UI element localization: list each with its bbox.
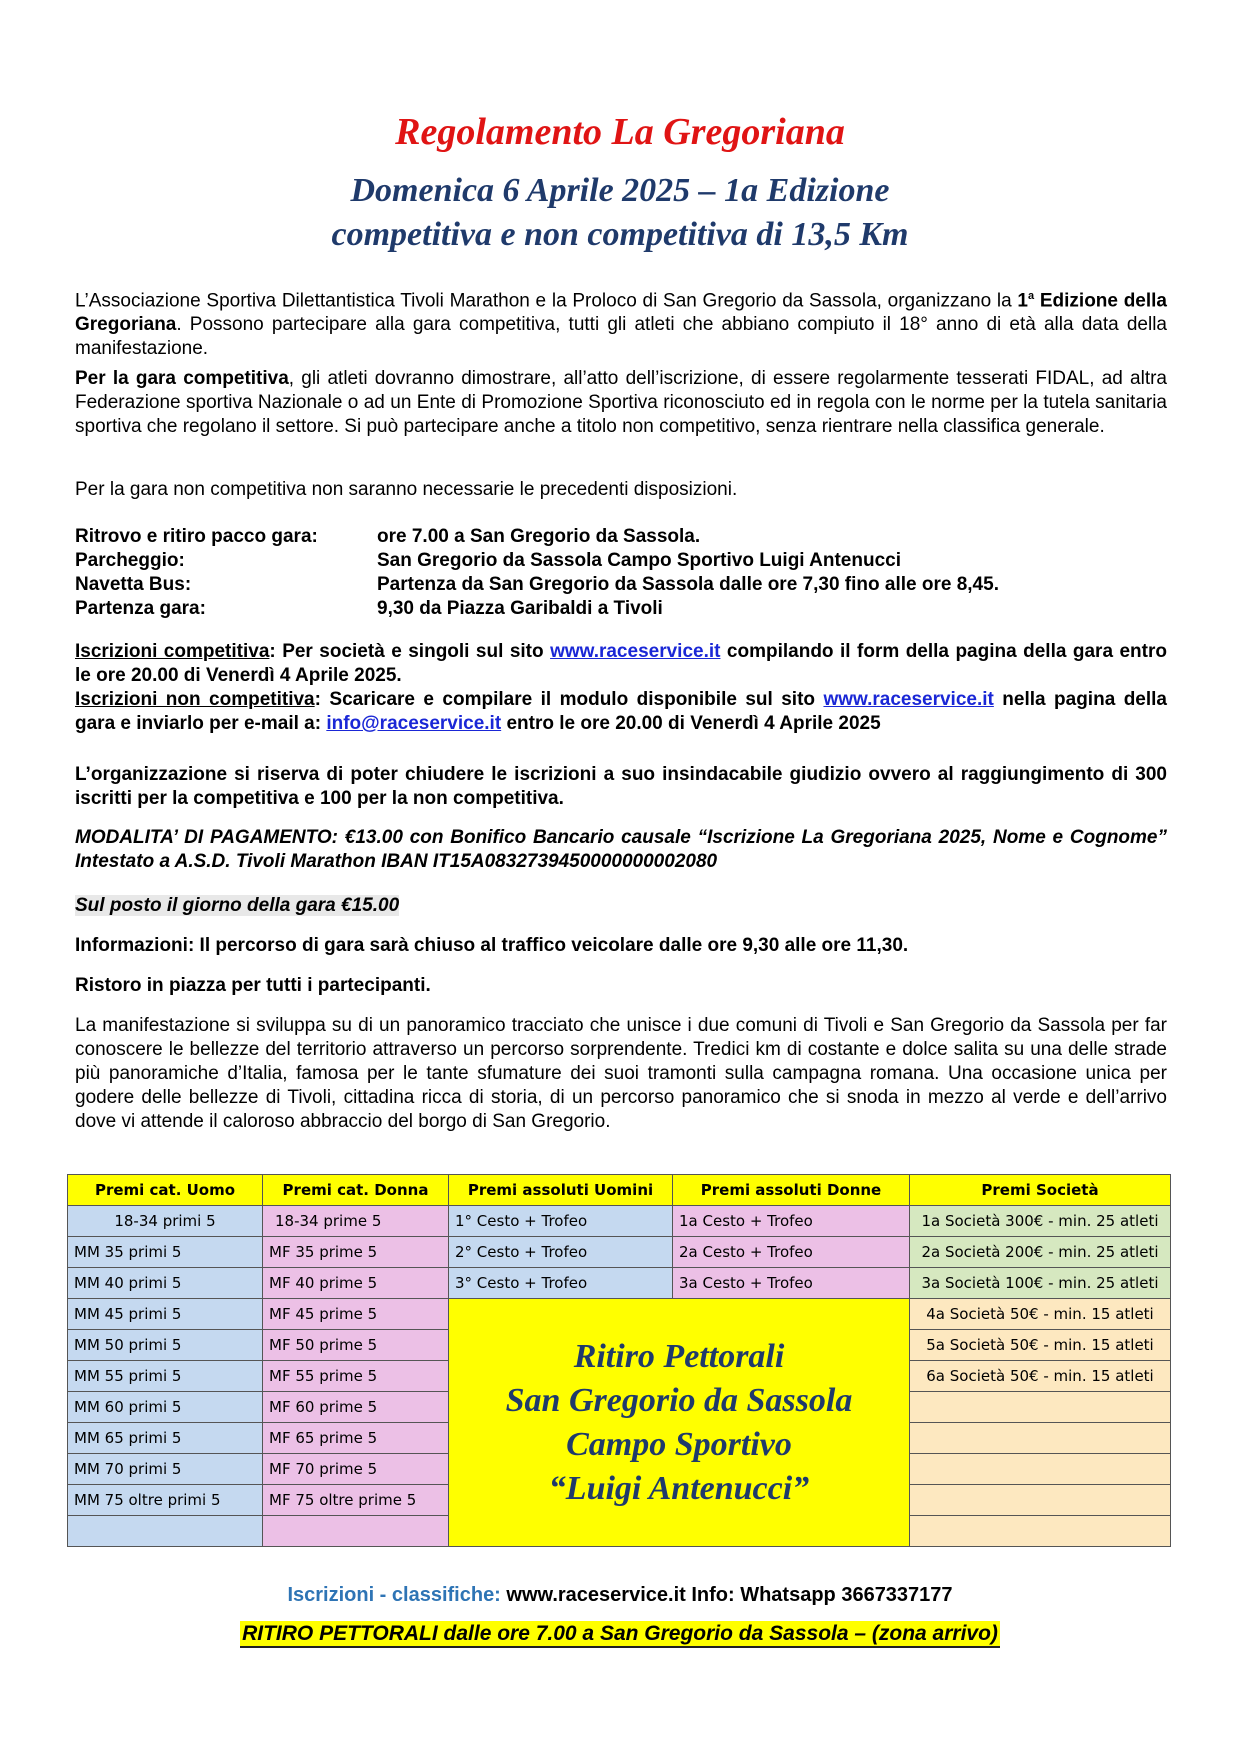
edition-number: 1 — [1017, 290, 1028, 312]
iscrizioni-competitiva-label: Iscrizioni competitiva — [75, 641, 270, 662]
sul-posto-text: Sul posto il giorno della gara €15.00 — [75, 895, 400, 916]
riserva-paragraph: L’organizzazione si riserva di poter chiudere le iscrizioni a suo insindacabile giudizio ovvero al raggiungimento di 300 iscritti per la competitiva e 100 per la non competitiva. — [75, 764, 1167, 809]
table-cell: 2a Società 200€ - min. 25 atleti — [910, 1237, 1171, 1268]
table-cell — [910, 1392, 1171, 1423]
intro-paragraph — [75, 284, 1167, 361]
table-cell: MM 45 primi 5 — [68, 1299, 263, 1330]
page-title: Regolamento La Gregoriana — [395, 111, 845, 153]
table-cell: MF 65 prime 5 — [263, 1423, 449, 1454]
table-row — [68, 1206, 1171, 1237]
ristoro-paragraph: Ristoro in piazza per tutti i partecipanti. — [75, 975, 431, 996]
table-header: Premi cat. Donna — [263, 1175, 449, 1206]
iscrizioni-text: : Per società e singoli sul sito — [269, 641, 551, 662]
table-cell — [910, 1454, 1171, 1485]
table-cell: 3° Cesto + Trofeo — [449, 1268, 673, 1299]
table-cell: MM 75 oltre primi 5 — [68, 1485, 263, 1516]
table-cell: 2° Cesto + Trofeo — [449, 1237, 673, 1268]
competitiva-label: Per la gara competitiva — [75, 368, 289, 389]
ritiro-line: Ritiro Pettorali — [573, 1337, 785, 1375]
table-cell — [910, 1516, 1171, 1547]
table-cell: MM 70 primi 5 — [68, 1454, 263, 1485]
pagamento-paragraph: MODALITA’ DI PAGAMENTO: €13.00 con Bonifico Bancario causale “Iscrizione La Gregoriana 2025, Nome e Cognome” Intestato a A.S.D. Tivoli Marathon IBAN IT15A0832739450000000002080 — [75, 827, 1167, 872]
table-cell: MF 50 prime 5 — [263, 1330, 449, 1361]
table-cell: MF 55 prime 5 — [263, 1361, 449, 1392]
table-row — [68, 1237, 1171, 1268]
footer-ritiro-text: RITIRO PETTORALI dalle ore 7.00 a San Gregorio da Sassola – (zona arrivo) — [240, 1621, 1000, 1648]
table-cell: MF 75 oltre prime 5 — [263, 1485, 449, 1516]
table-cell — [68, 1516, 263, 1547]
footer-value: www.raceservice.it Info: Whatsapp 3667337177 — [500, 1584, 953, 1606]
table-cell — [910, 1423, 1171, 1454]
table-cell: MF 45 prime 5 — [263, 1299, 449, 1330]
informazioni-paragraph: Informazioni: Il percorso di gara sarà chiuso al traffico veicolare dalle ore 9,30 alle ore 11,30. — [75, 935, 909, 956]
competitiva-text: , gli atleti dovranno dimostrare, all’atto dell’iscrizione, di essere regolarmente tesserati FIDAL, ad altra Federazione sportiva Nazionale o ad un Ente di Promozione Sportiva riconosciuto ed in regola con le norme per la tutela sanitaria sportiva che regolano il settore. Si può partecipare anche a titolo non competitivo, senza rientrare nella classifica generale. — [75, 368, 1167, 437]
info-label: Ritrovo e ritiro pacco gara: — [75, 526, 318, 547]
iscrizioni-text: nella pagina della gara e inviarlo per e-mail a: — [75, 689, 1167, 734]
table-header: Premi cat. Uomo — [68, 1175, 263, 1206]
table-cell: 5a Società 50€ - min. 15 atleti — [910, 1330, 1171, 1361]
table-cell: 6a Società 50€ - min. 15 atleti — [910, 1361, 1171, 1392]
iscrizioni-text: : Scaricare e compilare il modulo disponibile sul sito — [314, 689, 824, 710]
table-cell: 2a Cesto + Trofeo — [673, 1237, 910, 1268]
prize-table — [67, 1174, 1171, 1547]
info-label: Parcheggio: — [75, 550, 185, 571]
table-row — [68, 1299, 1171, 1330]
raceservice-link[interactable]: www.raceservice.it — [550, 641, 721, 662]
table-cell: 3a Società 100€ - min. 25 atleti — [910, 1268, 1171, 1299]
info-value: ore 7.00 a San Gregorio da Sassola. — [377, 526, 701, 547]
table-header-row — [68, 1175, 1171, 1206]
table-cell — [263, 1516, 449, 1547]
table-cell: MF 60 prime 5 — [263, 1392, 449, 1423]
table-cell: MM 55 primi 5 — [68, 1361, 263, 1392]
sul-posto — [75, 894, 1167, 918]
intro-text-2: . Possono partecipare alla gara competitiva, tutti gli atleti che abbiano compiuto il 18° anno di età alla data della manifestazione. — [75, 314, 1167, 360]
intro-text: L’Associazione Sportiva Dilettantistica Tivoli Marathon e la Proloco di San Gregorio da Sassola, organizzano la — [75, 290, 1018, 312]
email-link[interactable]: info@raceservice.it — [326, 713, 502, 734]
table-cell: MM 60 primi 5 — [68, 1392, 263, 1423]
table-cell: 3a Cesto + Trofeo — [673, 1268, 910, 1299]
table-cell: MM 40 primi 5 — [68, 1268, 263, 1299]
edition-sup: a — [1028, 290, 1035, 302]
table-cell: MF 70 prime 5 — [263, 1454, 449, 1485]
competitiva-paragraph — [75, 367, 1167, 439]
footer-iscrizioni — [0, 1584, 1240, 1607]
footer-label: Iscrizioni - classifiche: — [287, 1584, 501, 1606]
table-header: Premi Società — [910, 1175, 1171, 1206]
table-cell — [910, 1485, 1171, 1516]
descrizione-paragraph: La manifestazione si sviluppa su di un panoramico tracciato che unisce i due comuni di Tivoli e San Gregorio da Sassola per far conoscere le bellezze del territorio attraverso un percorso sorprendente. Tredici km di costante e dolce salita su una delle strade più panoramiche d’Italia, famosa per le tante sfumature dei suoi tramonti sulla campagna romana. Una occasione unica per godere delle bellezze di Tivoli, cittadina ricca di storia, di un percorso panoramico che si snoda in mezzo al verde e dell’arrivo dove vi attende il caloroso abbraccio del borgo di San Gregorio. — [75, 1015, 1167, 1132]
table-header: Premi assoluti Donne — [673, 1175, 910, 1206]
table-cell: 18-34 primi 5 — [68, 1206, 263, 1237]
ritiro-pettorali-box — [449, 1299, 910, 1547]
raceservice-link[interactable]: www.raceservice.it — [823, 689, 994, 710]
ritiro-line: “Luigi Antenucci” — [548, 1469, 810, 1507]
table-header: Premi assoluti Uomini — [449, 1175, 673, 1206]
subtitle-distance: competitiva e non competitiva di 13,5 Km — [331, 216, 909, 253]
noncompetitiva-paragraph: Per la gara non competitiva non saranno necessarie le precedenti disposizioni. — [75, 479, 738, 500]
table-cell: MM 50 primi 5 — [68, 1330, 263, 1361]
table-cell: 1° Cesto + Trofeo — [449, 1206, 673, 1237]
ritiro-line: Campo Sportivo — [566, 1425, 792, 1463]
info-value: San Gregorio da Sassola Campo Sportivo Luigi Antenucci — [377, 550, 901, 571]
info-label: Navetta Bus: — [75, 574, 192, 595]
info-label: Partenza gara: — [75, 598, 206, 619]
iscrizioni-noncompetitiva-label: Iscrizioni non competitiva — [75, 689, 315, 710]
table-cell: MM 35 primi 5 — [68, 1237, 263, 1268]
table-cell: MM 65 primi 5 — [68, 1423, 263, 1454]
table-cell: MF 35 prime 5 — [263, 1237, 449, 1268]
info-value: 9,30 da Piazza Garibaldi a Tivoli — [377, 598, 663, 619]
footer-ritiro — [0, 1622, 1240, 1646]
table-cell: 18-34 prime 5 — [263, 1206, 449, 1237]
iscrizioni-text: compilando il form della pagina della gara entro le ore 20.00 di Venerdì 4 Aprile 2025. — [75, 641, 1167, 686]
edition-name: Edizione della Gregoriana — [75, 290, 1167, 336]
iscrizioni-paragraph — [75, 640, 1167, 736]
table-cell: 1a Cesto + Trofeo — [673, 1206, 910, 1237]
table-row — [68, 1268, 1171, 1299]
info-value: Partenza da San Gregorio da Sassola dalle ore 7,30 fino alle ore 8,45. — [377, 574, 999, 595]
iscrizioni-text: entro le ore 20.00 di Venerdì 4 Aprile 2025 — [501, 713, 881, 734]
table-cell: MF 40 prime 5 — [263, 1268, 449, 1299]
ritiro-line: San Gregorio da Sassola — [505, 1381, 853, 1419]
table-cell: 1a Società 300€ - min. 25 atleti — [910, 1206, 1171, 1237]
subtitle-date: Domenica 6 Aprile 2025 – 1a Edizione — [350, 172, 890, 209]
table-cell: 4a Società 50€ - min. 15 atleti — [910, 1299, 1171, 1330]
